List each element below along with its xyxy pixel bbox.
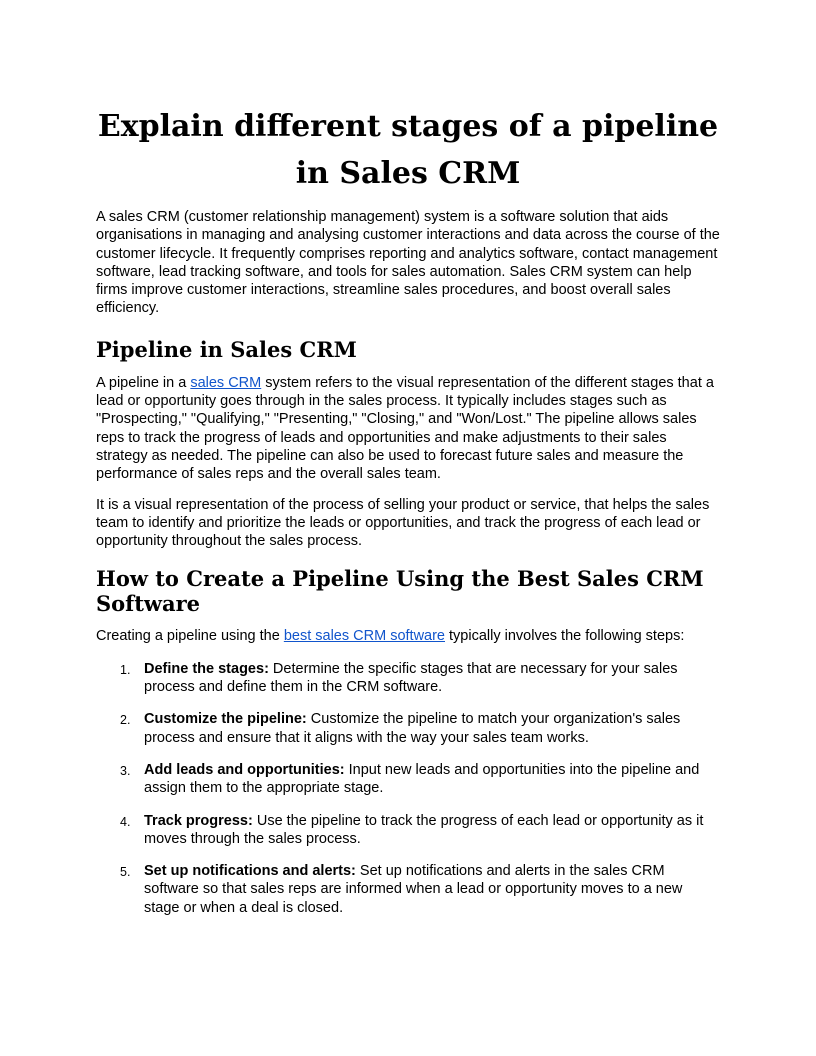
list-item xyxy=(96,660,720,697)
list-item-text: Use the pipeline to track the progress of each lead or opportunity as it moves through the sales process. xyxy=(144,812,704,847)
list-item-text: Set up notifications and alerts in the sales CRM software so that sales reps are informed when a lead or opportunity moves to a new stage or when a deal is closed. xyxy=(144,863,683,916)
sales-crm-link[interactable]: sales CRM xyxy=(190,374,262,391)
section-heading-pipeline: Pipeline in Sales CRM xyxy=(96,336,357,362)
list-item-title: Track progress: xyxy=(144,812,253,829)
list-item-number: 4. xyxy=(120,814,131,829)
list-item xyxy=(96,761,720,798)
document-title: Explain different stages of a pipeline in Sales CRM xyxy=(97,109,719,191)
list-item-title: Add leads and opportunities: xyxy=(144,761,345,778)
list-item-number: 3. xyxy=(120,763,131,778)
intro-paragraph: A sales CRM (customer relationship management) system is a software solution that aids organisations in managing and analysing customer interactions and data across the course of the customer lifecycle. It frequently comprises reporting and analytics software, contact management software, lead tracking software, and tools for sales automation. Sales CRM system can help firms improve customer interactions, streamline sales procedures, and boost overall sales efficiency. xyxy=(96,209,720,317)
list-item xyxy=(96,710,720,747)
list-item-text: Determine the specific stages that are necessary for your sales process and define them in the CRM software. xyxy=(144,660,678,696)
pipeline-paragraph-1 xyxy=(96,374,720,484)
create-intro-text-after: typically involves the following steps: xyxy=(445,628,685,645)
list-item-number: 2. xyxy=(120,713,131,728)
list-item-text: Customize the pipeline to match your organization's sales process and ensure that it aligns with the way your sales team works. xyxy=(144,711,681,746)
list-item-text: Input new leads and opportunities into the pipeline and assign them to the appropriate stage. xyxy=(144,761,700,797)
list-item xyxy=(96,812,720,849)
steps-list xyxy=(96,660,720,917)
create-intro-text-before: Creating a pipeline using the xyxy=(96,628,284,645)
best-sales-crm-software-link[interactable]: best sales CRM software xyxy=(283,628,445,645)
list-item-title: Set up notifications and alerts: xyxy=(144,863,356,880)
document-page xyxy=(96,103,720,917)
pipeline-paragraph-2: It is a visual representation of the process of selling your product or service, that helps the sales team to identify and prioritize the leads or opportunities, and track the progress of each lead or opportunity throughout the sales process. xyxy=(96,496,710,550)
list-item-number: 1. xyxy=(120,662,131,677)
create-pipeline-intro xyxy=(96,627,720,645)
pipeline-p1-text-before: A pipeline in a xyxy=(96,374,191,391)
section-heading-create-pipeline: How to Create a Pipeline Using the Best Sales CRM Software xyxy=(96,566,704,617)
pipeline-p1-text-after: system refers to the visual representation of the different stages that a lead or opportunity goes through in the sales process. It typically includes stages such as "Prospecting," "Qualifying," "Presenting," "Closing," and "Won/Lost." The pipeline allows sales reps to track the progress of leads and opportunities and make adjustments to their sales strategy as needed. The pipeline can also be used to forecast future sales and measure the performance of sales reps and the overall sales team. xyxy=(96,374,714,483)
list-item-number: 5. xyxy=(120,865,131,880)
list-item-title: Define the stages: xyxy=(144,660,269,677)
list-item-title: Customize the pipeline: xyxy=(144,711,307,728)
list-item xyxy=(96,862,720,917)
